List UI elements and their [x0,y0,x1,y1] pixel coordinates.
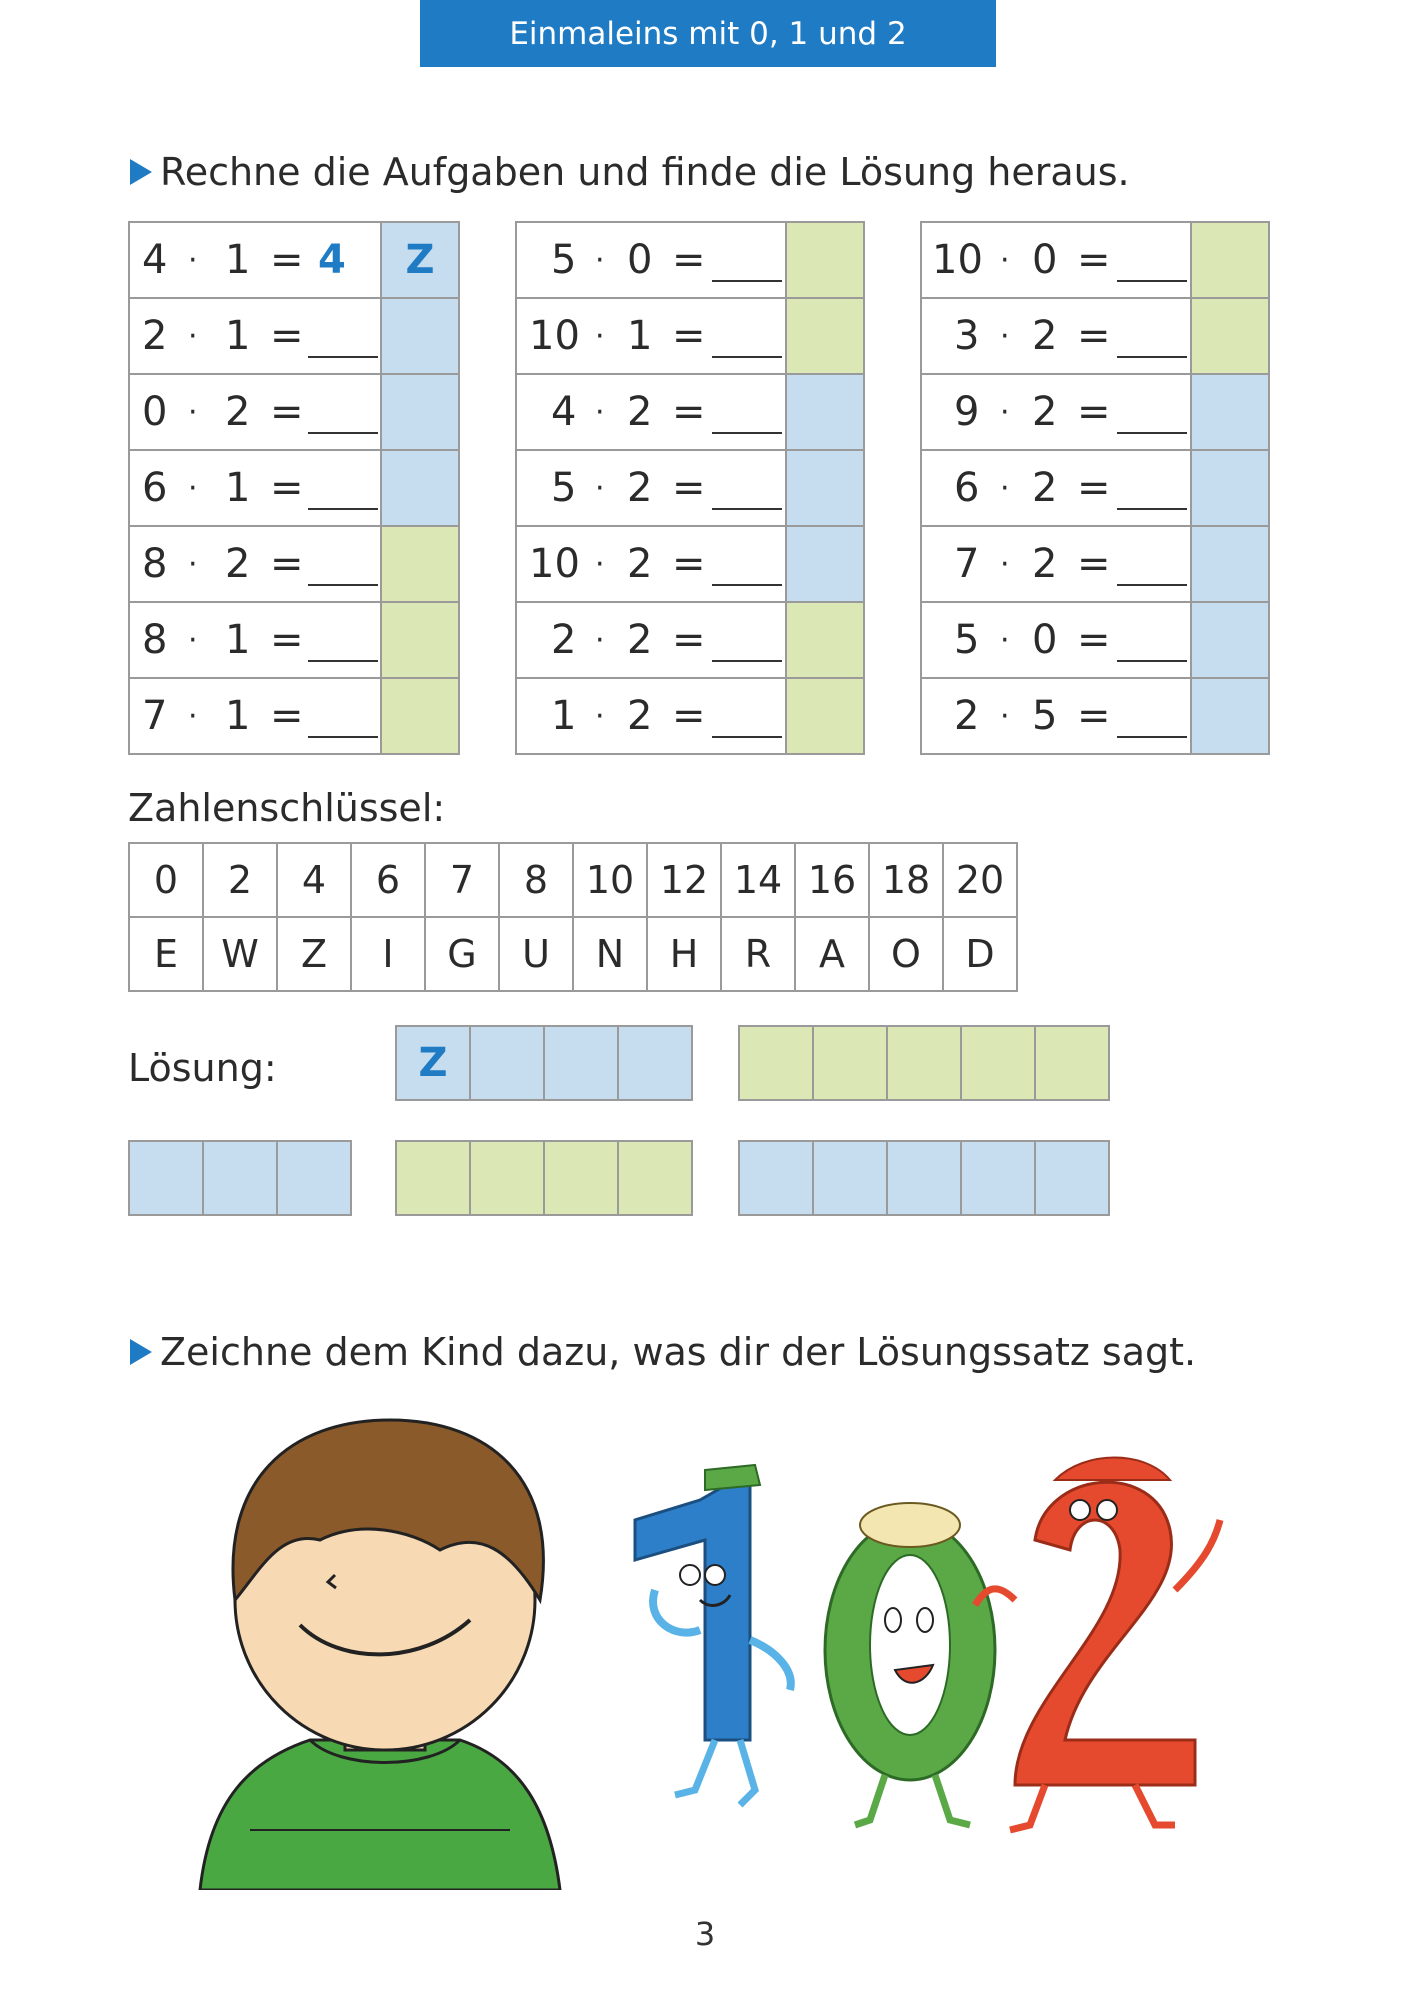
solution-letter-box[interactable] [202,1140,278,1216]
multiply-sign: · [595,623,605,658]
equation [922,375,1192,449]
letter-box[interactable] [1192,299,1268,373]
exercise-table-1 [128,221,460,755]
key-letter: W [203,917,277,991]
multiply-sign: · [595,699,605,734]
factor-a: 7 [954,541,980,587]
multiply-sign: · [188,471,198,506]
answer-blank[interactable] [308,508,378,510]
equation [922,299,1192,373]
character-one [635,1465,791,1805]
key-number: 4 [277,843,351,917]
factor-b: 2 [225,541,251,587]
multiply-sign: · [1000,471,1010,506]
factor-b: 2 [1032,465,1058,511]
letter-box[interactable] [382,375,458,449]
equation [130,679,382,753]
multiply-sign: · [1000,547,1010,582]
equals-sign: = [270,313,304,359]
solution-letter-box[interactable] [960,1140,1036,1216]
multiply-sign: · [1000,623,1010,658]
equation [517,603,787,677]
factor-a: 2 [142,313,168,359]
equation [517,451,787,525]
letter-box[interactable] [382,299,458,373]
equation [517,527,787,601]
character-zero [825,1503,995,1825]
equation [517,679,787,753]
equals-sign: = [270,693,304,739]
solution-letter-box[interactable] [886,1140,962,1216]
solution-letter-box[interactable] [469,1140,545,1216]
equals-sign: = [672,541,706,587]
key-letter: U [499,917,573,991]
factor-b: 2 [1032,389,1058,435]
answer-blank[interactable] [308,660,378,662]
letter-box[interactable] [787,527,863,601]
factor-a: 0 [142,389,168,435]
factor-b: 1 [627,313,653,359]
factor-b: 2 [627,389,653,435]
factor-b: 0 [1032,617,1058,663]
multiply-sign: · [188,699,198,734]
solution-letter-box[interactable] [543,1025,619,1101]
exercise-row [517,451,863,527]
equation [130,299,382,373]
factor-b: 2 [627,465,653,511]
chapter-title: Einmaleins mit 0, 1 und 2 [509,15,907,52]
solution-letter-box[interactable] [812,1025,888,1101]
letter-box[interactable] [787,299,863,373]
equals-sign: = [270,541,304,587]
letter-box[interactable] [787,679,863,753]
solution-letter-box[interactable] [276,1140,352,1216]
key-number: 14 [721,843,795,917]
solution-letter-box[interactable] [960,1025,1036,1101]
solution-letter-box[interactable] [543,1140,619,1216]
factor-a: 8 [142,617,168,663]
factor-a: 6 [954,465,980,511]
factor-b: 2 [1032,313,1058,359]
letter-box[interactable] [1192,527,1268,601]
key-letter: I [351,917,425,991]
equation [922,451,1192,525]
key-letter: E [129,917,203,991]
exercise-row [130,527,458,603]
character-two [975,1458,1220,1831]
solution-word-3 [128,1140,350,1216]
multiply-sign: · [1000,395,1010,430]
letter-value: Z [405,237,435,283]
key-number: 18 [869,843,943,917]
key-letter: Z [277,917,351,991]
letter-box[interactable] [382,451,458,525]
answer-blank[interactable] [308,584,378,586]
solution-letter-box[interactable] [128,1140,204,1216]
number-characters-illustration [615,1440,1265,1840]
factor-b: 0 [627,237,653,283]
answer-blank[interactable] [1117,356,1187,358]
answer-value: 4 [318,237,346,283]
exercise-row [517,375,863,451]
exercise-row [130,679,458,753]
exercise-row [130,223,458,299]
page-number: 3 [694,1915,716,1953]
instruction-task1 [130,150,1130,194]
key-number: 0 [129,843,203,917]
solution-letter-box[interactable] [617,1140,693,1216]
key-label: Zahlenschlüssel: [128,786,446,830]
key-number: 12 [647,843,721,917]
exercise-row [922,299,1268,375]
equation [130,375,382,449]
boy-illustration [160,1400,580,1890]
factor-a: 3 [954,313,980,359]
answer-blank[interactable] [1117,508,1187,510]
triangle-bullet-icon [130,159,152,185]
solution-word-2 [738,1025,1108,1101]
factor-a: 1 [551,693,577,739]
answer-blank[interactable] [1117,280,1187,282]
letter-box[interactable] [1192,679,1268,753]
factor-a: 6 [142,465,168,511]
factor-a: 5 [551,237,577,283]
answer-blank[interactable] [712,736,782,738]
equals-sign: = [672,465,706,511]
multiply-sign: · [595,319,605,354]
key-letter: A [795,917,869,991]
key-letter-row [129,917,1017,991]
exercise-row [922,527,1268,603]
answer-blank[interactable] [712,584,782,586]
letter-box[interactable] [787,603,863,677]
letter-box[interactable] [382,603,458,677]
exercise-row [517,299,863,375]
factor-b: 0 [1032,237,1058,283]
letter-box[interactable] [787,375,863,449]
solution-letter-box[interactable] [1034,1140,1110,1216]
multiply-sign: · [1000,243,1010,278]
solution-letter-box[interactable] [738,1025,814,1101]
factor-b: 2 [1032,541,1058,587]
exercise-row [517,223,863,299]
solution-label: Lösung: [128,1046,277,1090]
factor-a: 5 [954,617,980,663]
factor-a: 7 [142,693,168,739]
exercise-row [922,375,1268,451]
exercise-row [517,679,863,753]
multiply-sign: · [595,395,605,430]
factor-a: 2 [954,693,980,739]
factor-a: 9 [954,389,980,435]
factor-b: 2 [627,693,653,739]
exercise-row [922,451,1268,527]
multiply-sign: · [188,395,198,430]
factor-b: 1 [225,617,251,663]
equals-sign: = [672,313,706,359]
letter-box[interactable] [382,527,458,601]
exercise-row [130,451,458,527]
exercise-row [130,375,458,451]
exercise-table-3 [920,221,1270,755]
triangle-bullet-icon [130,1339,152,1365]
equation [922,603,1192,677]
answer-blank[interactable] [308,736,378,738]
exercise-row [517,527,863,603]
key-letter: D [943,917,1017,991]
letter-box[interactable] [787,223,863,297]
equation [130,451,382,525]
exercise-row [130,299,458,375]
equation [130,527,382,601]
key-number: 7 [425,843,499,917]
exercise-row [517,603,863,679]
key-number: 16 [795,843,869,917]
answer-blank[interactable] [1117,736,1187,738]
answer-blank[interactable] [1117,584,1187,586]
letter-box[interactable] [382,679,458,753]
equation [922,679,1192,753]
key-letter: N [573,917,647,991]
instruction-task2-text: Zeichne dem Kind dazu, was dir der Lösungssatz sagt. [160,1330,1197,1374]
factor-b: 1 [225,313,251,359]
equation [922,527,1192,601]
equals-sign: = [270,617,304,663]
equation [130,223,382,297]
multiply-sign: · [595,471,605,506]
multiply-sign: · [188,547,198,582]
multiply-sign: · [1000,319,1010,354]
equals-sign: = [672,237,706,283]
factor-b: 5 [1032,693,1058,739]
solution-word-4 [395,1140,691,1216]
factor-b: 1 [225,237,251,283]
answer-blank[interactable] [308,432,378,434]
multiply-sign: · [595,243,605,278]
equals-sign: = [1077,541,1111,587]
solution-letter-box[interactable] [617,1025,693,1101]
key-number-row [129,843,1017,917]
exercise-row [922,223,1268,299]
exercise-table-2 [515,221,865,755]
answer-blank[interactable] [712,356,782,358]
exercise-row [922,679,1268,753]
answer-blank[interactable] [1117,660,1187,662]
multiply-sign: · [1000,699,1010,734]
solution-letter-box[interactable] [395,1140,471,1216]
key-number: 6 [351,843,425,917]
solution-word-5 [738,1140,1108,1216]
equation [517,299,787,373]
equals-sign: = [270,237,304,283]
equation [517,375,787,449]
solution-letter-box[interactable] [1034,1025,1110,1101]
solution-letter-box[interactable] [738,1140,814,1216]
equals-sign: = [1077,617,1111,663]
factor-b: 2 [225,389,251,435]
instruction-task1-text: Rechne die Aufgaben und finde die Lösung heraus. [160,150,1130,194]
equals-sign: = [672,693,706,739]
letter-box[interactable] [1192,223,1268,297]
answer-blank[interactable] [1117,432,1187,434]
number-key-table [128,842,1018,992]
answer-blank[interactable] [712,280,782,282]
equals-sign: = [270,465,304,511]
equals-sign: = [270,389,304,435]
equation [517,223,787,297]
multiply-sign: · [188,243,198,278]
equals-sign: = [1077,465,1111,511]
factor-a: 10 [932,237,983,283]
factor-a: 10 [529,313,580,359]
equation [130,603,382,677]
equals-sign: = [672,389,706,435]
key-number: 2 [203,843,277,917]
solution-letter-box[interactable] [886,1025,962,1101]
key-letter: G [425,917,499,991]
factor-a: 4 [551,389,577,435]
exercise-row [922,603,1268,679]
answer-blank[interactable] [308,356,378,358]
letter-box[interactable] [1192,603,1268,677]
equation [922,223,1192,297]
key-number: 8 [499,843,573,917]
letter-box[interactable] [382,223,458,297]
multiply-sign: · [188,623,198,658]
equals-sign: = [1077,693,1111,739]
key-number: 20 [943,843,1017,917]
answer-blank[interactable] [712,508,782,510]
factor-b: 1 [225,465,251,511]
equals-sign: = [1077,389,1111,435]
factor-a: 2 [551,617,577,663]
solution-letter-box[interactable]: Z [395,1025,471,1101]
key-letter: R [721,917,795,991]
equals-sign: = [1077,313,1111,359]
letter-box[interactable] [787,451,863,525]
solution-letter-box[interactable] [812,1140,888,1216]
multiply-sign: · [188,319,198,354]
letter-box[interactable] [1192,375,1268,449]
solution-word-1 [395,1025,691,1101]
key-number: 10 [573,843,647,917]
key-letter: O [869,917,943,991]
answer-blank[interactable] [712,432,782,434]
factor-a: 4 [142,237,168,283]
answer-blank[interactable] [712,660,782,662]
factor-b: 2 [627,617,653,663]
multiply-sign: · [595,547,605,582]
solution-letter-box[interactable] [469,1025,545,1101]
factor-b: 1 [225,693,251,739]
factor-b: 2 [627,541,653,587]
factor-a: 5 [551,465,577,511]
letter-box[interactable] [1192,451,1268,525]
instruction-task2 [130,1330,1196,1374]
key-letter: H [647,917,721,991]
equals-sign: = [672,617,706,663]
equals-sign: = [1077,237,1111,283]
exercise-row [130,603,458,679]
factor-a: 10 [529,541,580,587]
factor-a: 8 [142,541,168,587]
chapter-header [420,0,996,67]
